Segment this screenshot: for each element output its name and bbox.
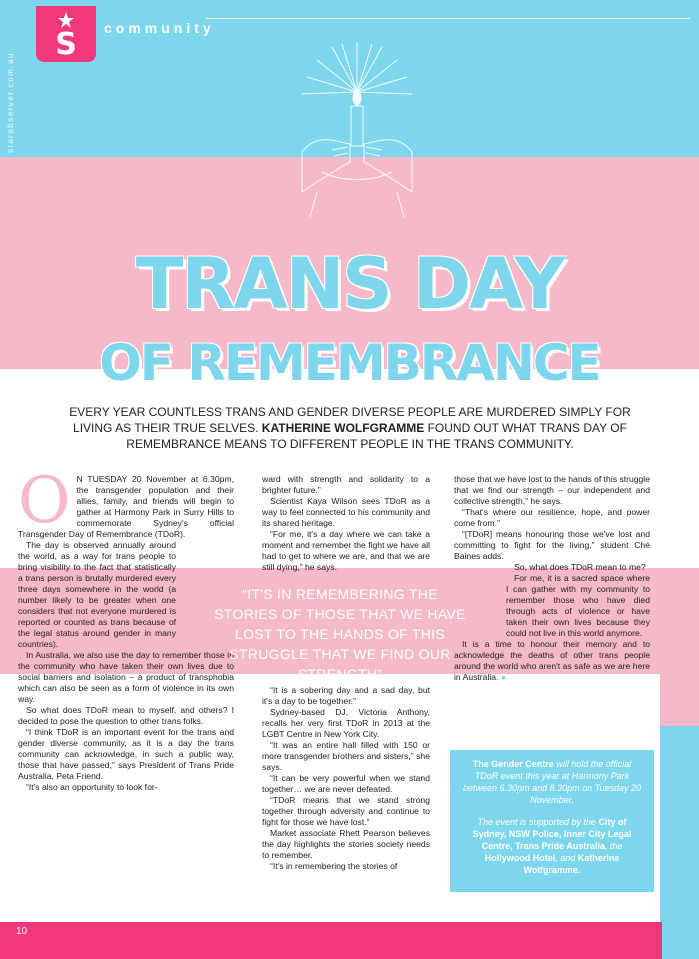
- event-info-box: [448, 748, 656, 894]
- info-author: Katherine Wolfgramme.: [523, 853, 620, 875]
- standfirst-text-1: EVERY YEAR COUNTLESS TRANS AND GENDER DIVERSE PEOPLE ARE MURDERED SIMPLY FOR LIVING AS THEIR TRUE SELVES.: [69, 405, 631, 435]
- paragraph: Scientist Kaya Wilson sees TDoR as a way to feel connected to his community and its shared heritage.: [262, 496, 430, 528]
- hands-candle-illustration: [262, 32, 452, 222]
- paragraph: “It's in remembering the stories of: [270, 861, 398, 871]
- paragraph: So, what does TDoR mean to me?: [514, 562, 646, 572]
- pull-quote: “IT'S IN REMEMBERING THE STORIES OF THOSE THAT WE HAVE LOST TO THE HANDS OF THIS STRUGGLE THAT WE FIND OUR STRENGTH”: [214, 586, 466, 682]
- info-org: The Gender Centre: [472, 759, 554, 769]
- article-column-1: [18, 464, 234, 793]
- paragraph: “It's also an opportunity to look for-: [26, 782, 158, 792]
- paragraph-text: It is a time to honour their memory and to acknowledge the deaths of other trans people around the world who aren't as safe as we are here in Australia.: [454, 639, 650, 682]
- paragraph: “It can be very powerful when we stand together… we are never defeated.: [262, 773, 430, 794]
- page-number: 10: [16, 926, 28, 937]
- paragraph: “It was an entire hall filled with 150 or more transgender brothers and sisters,” she says.: [262, 740, 430, 772]
- paragraph: In Australia, we also use the day to remember those in the community who have taken their own lives due to social barriers and isolation – a product of transphobia which can also be seen as a form of violence in its own way.: [18, 650, 234, 704]
- paragraph: The day is observed annually around the world, as a way for trans people to bring visibility to the fact that statistically a trans person is brutally murdered every three days somewhere in the world (a number likely to be greater when one considers that not everyone murdered is reported or counted as trans because of the legal status around gender in many countries).: [18, 540, 176, 649]
- headline-line-2: OF REMEMBRANCE: [99, 334, 600, 392]
- info-support-intro: The event is supported by the: [477, 817, 597, 827]
- info-details: will hold the official TDoR event this year at Harmony Park between 6.30pm and 8.30pm on Tuesday 20 November.: [463, 759, 641, 805]
- paragraph: “I think TDoR is an important event for the trans and gender diverse community, as it is a day the trans community can acknowledge, in such a public way, those that have passed,” says President of Trans Pride Australia, Peta Friend.: [18, 727, 234, 781]
- paragraph: “[TDoR] means honouring those we've lost and committing to fight for the living,” student Ché Baines adds.: [454, 529, 650, 561]
- standfirst-text-2: FOUND OUT WHAT TRANS DAY OF REMEMBRANCE MEANS TO DIFFERENT PEOPLE IN THE TRANS COMMUNITY.: [126, 421, 627, 451]
- paragraph: Market associate Rhett Pearson believes the day highlights the stories society needs to remember.: [262, 828, 430, 860]
- info-paragraph-2: [460, 816, 644, 876]
- paragraph: Sydney-based DJ, Victoria Anthony, recalls her very first TDoR in 2013 at the LGBT Centre in New York City.: [262, 707, 430, 739]
- paragraph: “TDoR means that we stand strong together through adversity and continue to fight for those we have lost.”: [262, 795, 430, 827]
- info-the: , the: [604, 841, 623, 851]
- drop-cap: O: [18, 464, 71, 538]
- paragraph: those that we have lost to the hands of this struggle that we find our strength – our independent and collective strength,” he says.: [454, 474, 650, 506]
- paragraph: For me, it is a sacred space where I can gather with my community to remember those who have died through acts of violence or have taken their own lives because they could not live in this world anymore.: [506, 573, 650, 638]
- paragraph: N TUESDAY 20 November at 6.30pm, the transgender population and their allies, family, and friends will begin to gather at Harmony Park in Surry Hills to commemorate Sydney's official Transgender Day of Remembrance (TDoR).: [18, 474, 234, 539]
- paragraph: [454, 639, 650, 683]
- info-paragraph-1: [460, 758, 644, 806]
- info-sponsors: City of Sydney, NSW Police, Inner City Legal Centre, Trans Pride Australia: [472, 817, 632, 851]
- footer-bar: [0, 922, 662, 959]
- info-and: , and: [555, 853, 576, 863]
- section-label: community: [104, 20, 215, 36]
- paragraph: So what does TDoR mean to myself, and others? I decided to pose the question to other trans folks.: [18, 705, 234, 726]
- headline-line-1: TRANS DAY: [135, 243, 564, 325]
- paragraph: “It is a sobering day and a sad day, but it's a day to be together.”: [262, 685, 430, 706]
- standfirst-author: KATHERINE WOLFGRAMME: [261, 421, 425, 435]
- header-rule: [206, 18, 690, 19]
- end-mark-icon: ●: [500, 672, 507, 682]
- paragraph: “For me, it's a day where we can take a moment and remember the fight we have all had to get to where we are, and that we are still dying,” he says.: [262, 529, 430, 572]
- info-hotel: Hollywood Hotel: [484, 853, 556, 863]
- paragraph: “That's where our resilience, hope, and power come from.”: [454, 507, 650, 528]
- star-observer-logo[interactable]: [36, 6, 96, 62]
- paragraph: ward with strength and solidarity to a brighter future.”: [262, 474, 430, 495]
- article-column-3: [454, 474, 650, 683]
- logo-s-icon: [46, 10, 86, 58]
- svg-text:S: S: [55, 27, 77, 58]
- standfirst: [60, 404, 640, 452]
- side-url: starobserver.com.au: [6, 52, 15, 153]
